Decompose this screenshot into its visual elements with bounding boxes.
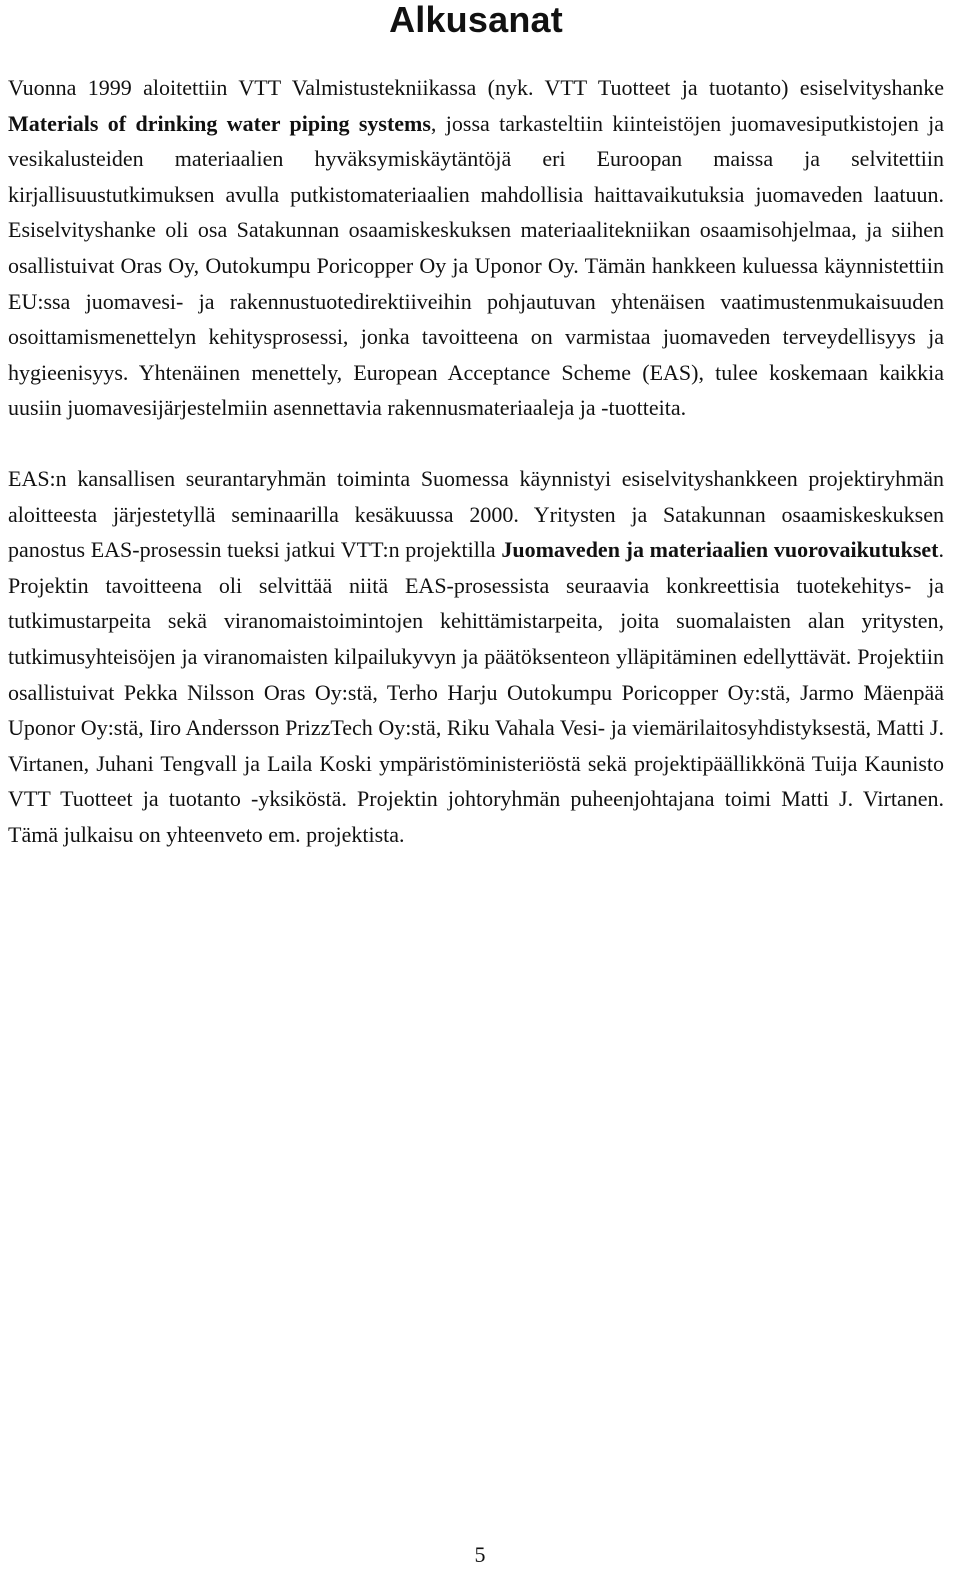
paragraph-intro-text-1: Vuonna 1999 aloitettiin VTT Valmistustekniikassa (nyk. VTT Tuotteet ja tuotanto) esiselvityshanke <box>8 75 944 100</box>
project-name-bold: Materials of drinking water piping systems <box>8 110 431 136</box>
paragraph-project <box>8 461 944 853</box>
page-number: 5 <box>474 1542 486 1567</box>
paragraph-project-text-2: . Projektin tavoitteena oli selvittää niitä EAS-prosessista seuraavia konkreettisia tuotekehitys- ja tutkimustarpeita sekä viranomaistoimintojen kehittämistarpeita, joita suomalaisten alan yritysten, tutkimusyhteisöjen ja viranomaisten kilpailukyvyn ja päätöksenteon ylläpitäminen edellyttävät. Projektiin osallistuivat Pekka Nilsson Oras Oy:stä, Terho Harju Outokumpu Poricopper Oy:stä, Jarmo Mäenpää Uponor Oy:stä, Iiro Andersson PrizzTech Oy:stä, Riku Vahala Vesi- ja viemärilaitosyhdistyksestä, Matti J. Virtanen, Juhani Tengvall ja Laila Koski ympäristöministeriöstä sekä projektipäällikkönä Tuija Kaunisto VTT Tuotteet ja tuotanto -yksiköstä. Projektin johtoryhmän puheenjohtajana toimi Matti J. Virtanen. Tämä julkaisu on yhteenveto em. projektista. <box>8 537 944 847</box>
project-title-bold: Juomaveden ja materiaalien vuorovaikutukset <box>501 537 939 563</box>
paragraph-intro-text-2: , jossa tarkasteltiin kiinteistöjen juomavesiputkistojen ja vesikalusteiden materiaalien hyväksymiskäytäntöjä eri Euroopan maissa ja selvitettiin kirjallisuustutkimuksen avulla putkistomateriaalien mahdollisia haittavaikutuksia juomaveden laatuun. Esiselvityshanke oli osa Satakunnan osaamiskeskuksen materiaalitekniikan osaamisohjelmaa, ja siihen osallistuivat Oras Oy, Outokumpu Poricopper Oy ja Uponor Oy. Tämän hankkeen kuluessa käynnistettiin EU:ssa juomavesi- ja rakennustuotedirektiiveihin pohjautuvan yhtenäisen vaatimustenmukaisuuden osoittamismenettelyn kehitysprosessi, jonka tavoitteena on varmistaa juomaveden terveydellisyys ja hygieenisyys. Yhtenäinen menettely, European Acceptance Scheme (EAS), tulee koskemaan kaikkia uusiin juomavesijärjestelmiin asennettavia rakennusmateriaaleja ja -tuotteita. <box>8 110 944 421</box>
page-title: Alkusanat <box>389 0 563 40</box>
document-page <box>8 0 944 852</box>
paragraph-intro <box>8 70 944 426</box>
paragraph-project-text-1: EAS:n kansallisen seurantaryhmän toiminta Suomessa käynnistyi esiselvityshankkeen projektiryhmän aloitteesta järjestetyllä seminaarilla kesäkuussa 2000. Yritysten ja Satakunnan osaamiskeskuksen panostus EAS-prosessin tueksi jatkui VTT:n projektilla <box>8 465 944 563</box>
